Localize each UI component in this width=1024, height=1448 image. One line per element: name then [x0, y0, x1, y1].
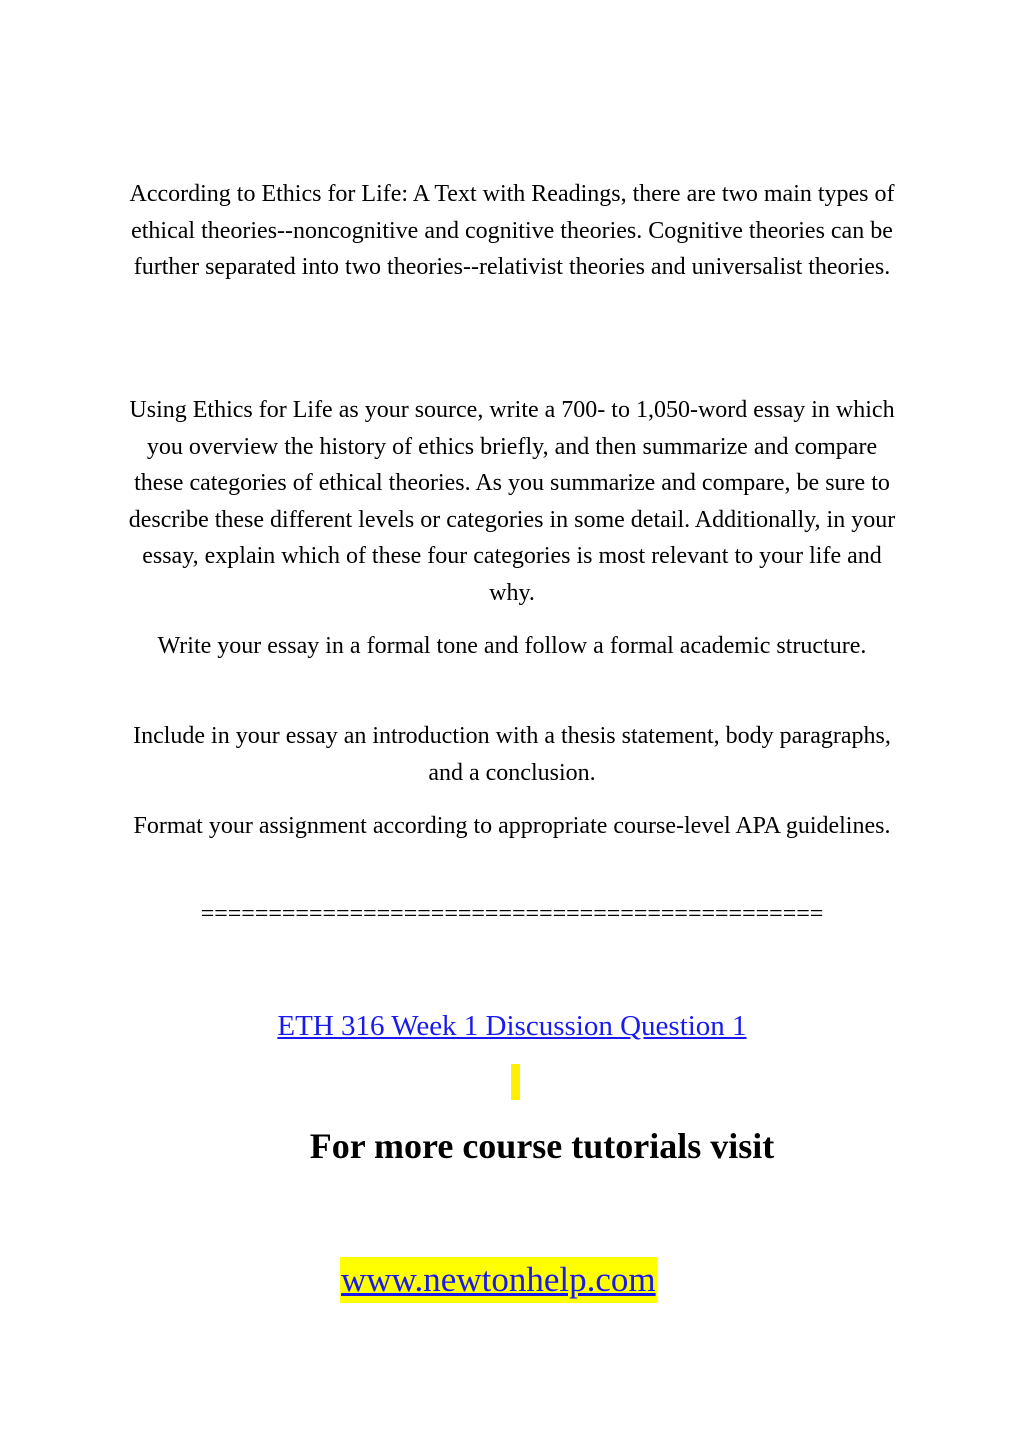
- site-link-highlight: [340, 1257, 657, 1303]
- assignment-paragraph: Using Ethics for Life as your source, write a 700- to 1,050-word essay in which you overview the history of ethics briefly, and then summarize and compare these categories of ethical theories. As you summarize and compare, be sure to describe these different levels or categories in some detail. Additionally, in your essay, explain which of these four categories is most relevant to your life and why.: [128, 397, 896, 606]
- site-link[interactable]: www.newtonhelp.com: [341, 1260, 656, 1299]
- structure-paragraph: Include in your essay an introduction with a thesis statement, body paragraphs, and a conclusion.: [133, 723, 891, 786]
- promo-heading: For more course tutorials visit: [309, 1126, 775, 1166]
- text-cursor-highlight: [511, 1064, 520, 1100]
- intro-paragraph: According to Ethics for Life: A Text with Readings, there are two main types of ethical theories--noncognitive and cognitive theories. Cognitive theories can be further separated into two theories--relativist theories and universalist theories.: [129, 181, 895, 280]
- section-divider: ==============================================: [200, 901, 824, 927]
- tone-paragraph: Write your essay in a formal tone and follow a formal academic structure.: [157, 633, 867, 659]
- format-paragraph: Format your assignment according to appropriate course-level APA guidelines.: [133, 813, 891, 839]
- question-link-container: [120, 1006, 904, 1046]
- question-link[interactable]: ETH 316 Week 1 Discussion Question 1: [277, 1010, 747, 1042]
